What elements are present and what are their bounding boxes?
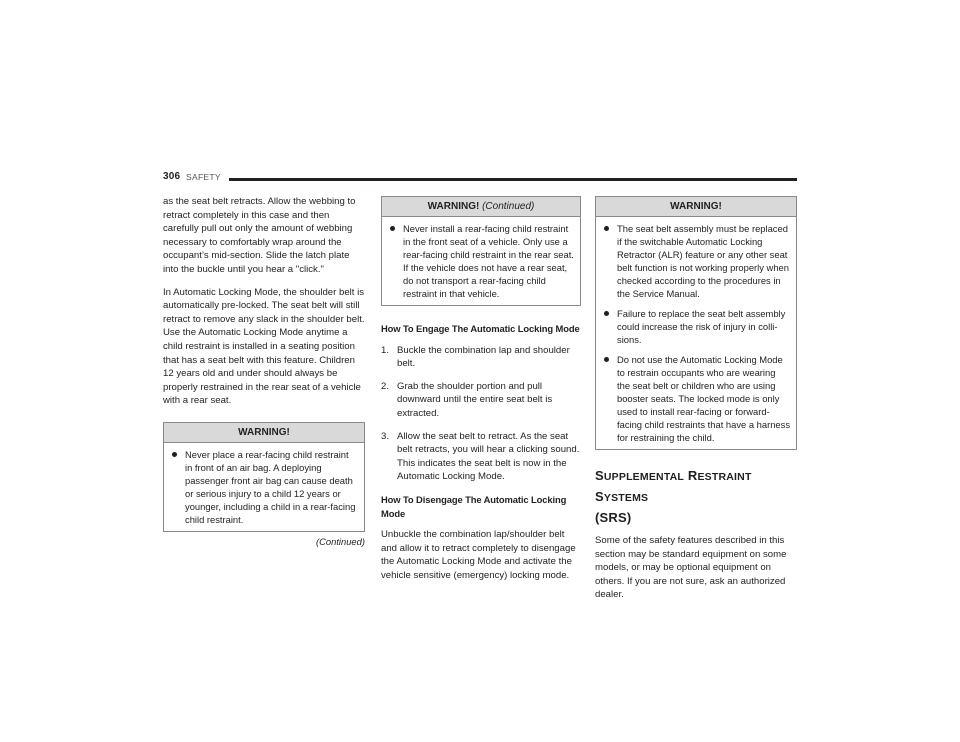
section-title: SAFETY: [186, 172, 221, 182]
column-middle: [381, 196, 581, 592]
paragraph-continuation: as the seat belt retracts. Allow the webbing to retract completely in this case and then carefully pull out only the amount of webbing necessary to comfortably wrap around the occupant’s mid-section. Slide the latch plate into the buckle until you hear a "click.": [163, 196, 356, 275]
step-item: 1. Buckle the combination lap and shoulder belt.: [381, 344, 570, 370]
step-item: 3. Allow the seat belt to retract. As the seat belt retracts, you will hear a clicking sound. This indicates the seat belt is now in the Automatic Locking Mode.: [381, 430, 580, 483]
step-item: 2. Grab the shoulder portion and pull downward until the entire seat belt is extracted.: [381, 380, 553, 419]
warning-item: Do not use the Automatic Locking Mode to restrain occupants who are wearing the seat belt or children who are using booster seats. The locked mode is only used to install rear-facing or forward-facing child restraints that have a harness for restraining the child.: [602, 353, 790, 444]
warning-item: The seat belt assembly must be replaced if the switchable Automatic Locking Retractor (ALR) feature or any other seat belt function is not working properly when checked according to the procedures in the Service Manual.: [602, 222, 790, 300]
warning-box: [163, 422, 365, 532]
engage-steps: [381, 344, 581, 484]
header-rule: [229, 178, 797, 181]
page-number: 306: [163, 171, 181, 182]
warning-continued-label: (Continued): [482, 201, 535, 212]
bullet-icon: [604, 311, 609, 316]
column-left: [163, 195, 365, 549]
continued-label: (Continued): [316, 535, 365, 547]
warning-title: WARNING!: [596, 197, 796, 217]
warning-box-continued: [381, 196, 581, 306]
bullet-icon: [604, 357, 609, 362]
page-header: [163, 171, 797, 187]
bullet-icon: [604, 226, 609, 231]
paragraph-srs: Some of the safety features described in this section may be standard equipment on some models, or may be optional equipment on others. If you are not sure, ask an authorized dealer.: [595, 535, 787, 601]
section-heading-srs: SUPPLEMENTAL RESTRAINT SYSTEMS (SRS): [595, 468, 752, 525]
warning-box: [595, 196, 797, 450]
bullet-icon: [172, 452, 177, 457]
paragraph-automatic-locking-mode: In Automatic Locking Mode, the shoulder belt is automatically pre-locked. The seat belt will still retract to remove any slack in the shoulder belt. Use the Automatic Locking Mode anytime a child restraint is installed in a seating position that has a seat belt with this feature. Children 12 years old and under should always be properly restrained in the rear seat of a vehicle with a rear seat.: [163, 286, 365, 407]
column-right: [595, 196, 797, 611]
bullet-icon: [390, 226, 395, 231]
engage-heading: How To Engage The Automatic Locking Mode: [381, 323, 580, 334]
warning-title: WARNING!: [164, 423, 364, 443]
disengage-heading: How To Disengage The Automatic Locking Mode: [381, 493, 567, 519]
warning-title: WARNING! (Continued): [382, 197, 580, 217]
warning-item: Never place a rear-facing child restraint in front of an air bag. A deploying passenger front air bag can cause death or serious injury to a child 12 years or younger, including a child in a rear-facing child restraint.: [170, 448, 358, 526]
warning-item: Never install a rear-facing child restraint in the front seat of a vehicle. Only use a rear-facing child restraint in the rear seat. If the vehicle does not have a rear seat, do not transport a rear-facing child restraint in that vehicle.: [388, 222, 574, 300]
warning-item: Failure to replace the seat belt assembly could increase the risk of injury in colli-sions.: [602, 307, 790, 346]
paragraph-disengage: Unbuckle the combination lap/shoulder belt and allow it to retract completely to disengage the Automatic Locking Mode and activate the vehicle sensitive (emergency) locking mode.: [381, 529, 576, 581]
